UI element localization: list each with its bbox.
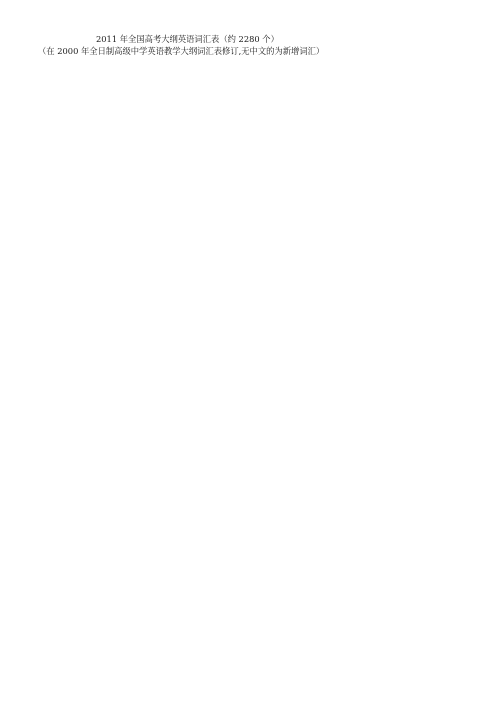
document-subtitle: （在 2000 年全日制高级中学英语教学大纲词汇表修订,无中文的为新增词汇） bbox=[38, 46, 325, 56]
document-title: 2011 年全国高考大纲英语词汇表（约 2280 个） bbox=[96, 34, 279, 44]
